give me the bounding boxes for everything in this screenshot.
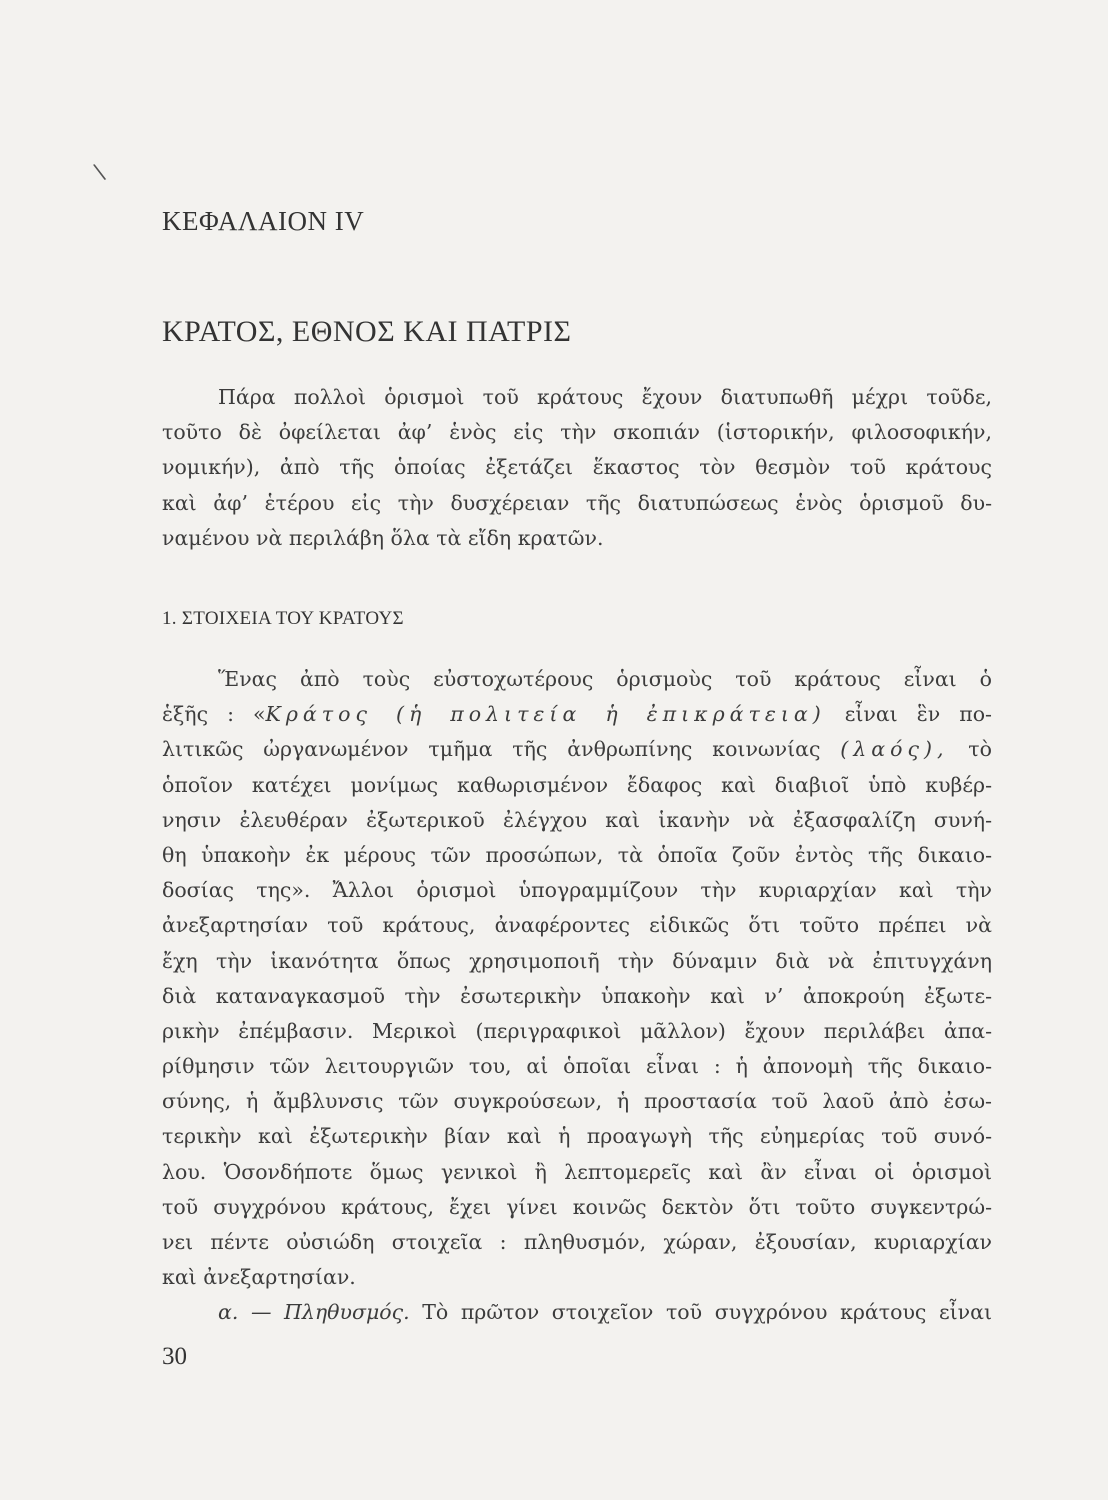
text-run: λιτικῶς ὠργανωμένον τμῆμα τῆς ἀνθρωπίνης κοινωνίας bbox=[162, 737, 841, 762]
spaced-italic-term: (λαός), bbox=[840, 737, 949, 762]
page-number: 30 bbox=[162, 1343, 187, 1370]
text-line: τοῦ συγχρόνου κράτους, ἔχει γίνει κοινῶς δεκτὸν ὅτι τοῦτο συγκεντρώ- bbox=[162, 1194, 992, 1219]
text-line: νομικήν), ἀπὸ τῆς ὁποίας ἐξετάζει ἕκαστος τὸν θεσμὸν τοῦ κράτους bbox=[162, 455, 992, 480]
text-line: καὶ ἀνεξαρτησίαν. bbox=[162, 1265, 356, 1290]
section-body bbox=[162, 662, 992, 1331]
text-line: ὁποῖον κατέχει μονίμως καθωρισμένον ἔδαφος καὶ διαβιοῖ ὑπὸ κυβέρ- bbox=[162, 772, 992, 797]
intro-paragraph bbox=[162, 380, 992, 556]
text-line-definition bbox=[162, 697, 992, 732]
text-run: Τὸ πρῶτον στοιχεῖον τοῦ συγχρόνου κράτους εἶναι bbox=[409, 1300, 992, 1325]
subsection-label: α. — Πληθυσμός. bbox=[218, 1300, 410, 1325]
text-line: ἀνεξαρτησίαν τοῦ κράτους, ἀναφέροντες εἰδικῶς ὅτι τοῦτο πρέπει νὰ bbox=[162, 913, 992, 938]
text-line-subsection bbox=[162, 1295, 992, 1330]
text-line: ρικὴν ἐπέμβασιν. Μερικοὶ (περιγραφικοὶ μᾶλλον) ἔχουν περιλάβει ἀπα- bbox=[162, 1018, 992, 1043]
text-line: δοσίας της». Ἄλλοι ὁρισμοὶ ὑπογραμμίζουν τὴν κυριαρχίαν καὶ τὴν bbox=[162, 878, 992, 903]
text-line: λου. Ὁσονδήποτε ὅμως γενικοὶ ἢ λεπτομερεῖς καὶ ἂν εἶναι οἱ ὁρισμοὶ bbox=[162, 1159, 992, 1184]
margin-pencil-mark: \ bbox=[91, 159, 108, 186]
text-line: σύνης, ἡ ἄμβλυνσις τῶν συγκρούσεων, ἡ προστασία τοῦ λαοῦ ἀπὸ ἐσω- bbox=[162, 1089, 992, 1114]
text-line: διὰ καταναγκασμοῦ τὴν ἐσωτερικὴν ὑπακοὴν καὶ ν’ ἀποκρούη ἐξωτε- bbox=[162, 983, 992, 1008]
section-heading: 1. ΣΤΟΙΧΕΙΑ ΤΟΥ ΚΡΑΤΟΥΣ bbox=[162, 608, 404, 629]
chapter-label: ΚΕΦΑΛΑΙΟΝ IV bbox=[162, 206, 365, 236]
text-line: νησιν ἐλευθέραν ἐξωτερικοῦ ἐλέγχου καὶ ἱκανὴν νὰ ἐξασφαλίζη συνή- bbox=[162, 807, 992, 832]
text-run: τὸ bbox=[948, 737, 992, 762]
text-line: ρίθμησιν τῶν λειτουργιῶν του, αἱ ὁποῖαι εἶναι : ἡ ἀπονομὴ τῆς δικαιο- bbox=[162, 1054, 992, 1079]
text-line: Ἕνας ἀπὸ τοὺς εὐστοχωτέρους ὁρισμοὺς τοῦ κράτους εἶναι ὁ bbox=[218, 667, 992, 691]
spaced-italic-term: Κράτος (ἡ πολιτεία ἡ ἐπικράτεια) bbox=[265, 702, 826, 727]
text-line: Πάρα πολλοὶ ὁρισμοὶ τοῦ κράτους ἔχουν διατυπωθῆ μέχρι τοῦδε, bbox=[218, 385, 992, 409]
text-run: ἑξῆς : « bbox=[162, 702, 266, 727]
text-line: ἔχη τὴν ἱκανότητα ὅπως χρησιμοποιῆ τὴν δύναμιν διὰ νὰ ἐπιτυγχάνη bbox=[162, 948, 992, 973]
text-line: νει πέντε οὐσιώδη στοιχεῖα : πληθυσμόν, χώραν, ἐξουσίαν, κυριαρχίαν bbox=[162, 1230, 992, 1254]
text-line-definition bbox=[162, 732, 992, 767]
text-line: τερικὴν καὶ ἐξωτερικὴν βίαν καὶ ἡ προαγωγὴ τῆς εὐημερίας τοῦ συνό- bbox=[162, 1124, 992, 1149]
text-line: τοῦτο δὲ ὀφείλεται ἀφ’ ἑνὸς εἰς τὴν σκοπιάν (ἱστορικήν, φιλοσοφικήν, bbox=[162, 420, 992, 445]
text-line: ναμένου νὰ περιλάβη ὅλα τὰ εἴδη κρατῶν. bbox=[162, 525, 604, 550]
text-line: καὶ ἀφ’ ἑτέρου εἰς τὴν δυσχέρειαν τῆς διατυπώσεως ἑνὸς ὁρισμοῦ δυ- bbox=[162, 490, 992, 515]
text-run: εἶναι ἓν πο- bbox=[825, 702, 992, 727]
text-line: θη ὑπακοὴν ἐκ μέρους τῶν προσώπων, τὰ ὁποῖα ζοῦν ἐντὸς τῆς δικαιο- bbox=[162, 842, 992, 867]
chapter-title: ΚΡΑΤΟΣ, ΕΘΝΟΣ ΚΑΙ ΠΑΤΡΙΣ bbox=[162, 315, 572, 348]
